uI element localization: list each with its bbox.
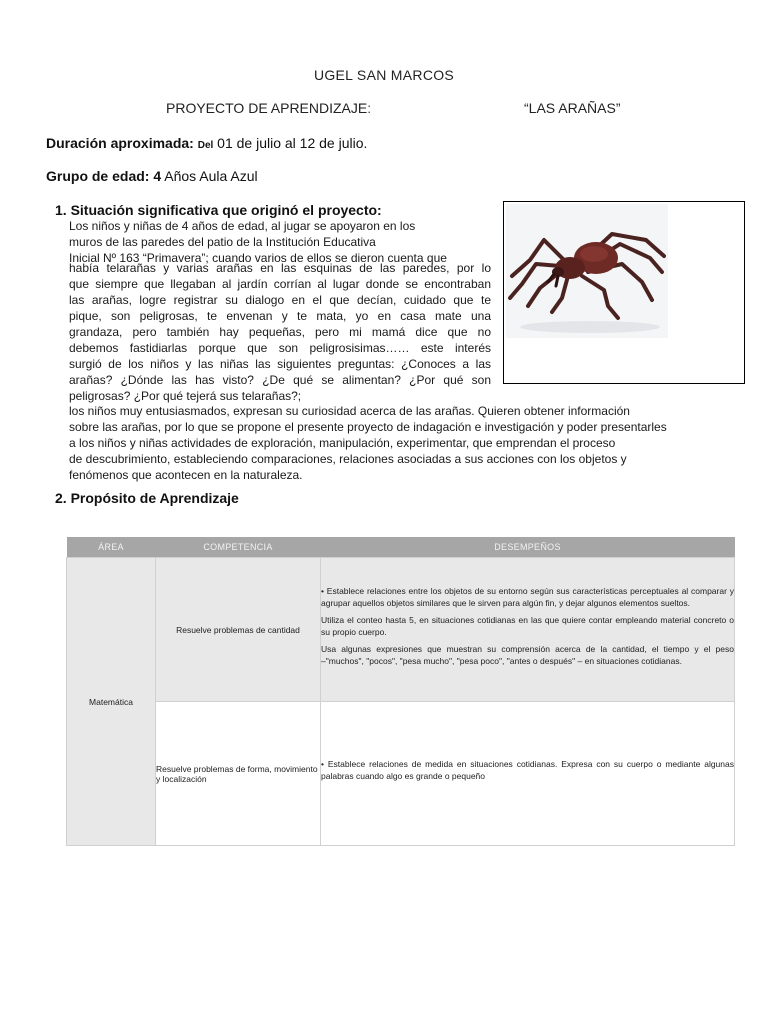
paragraph-line: surgió de los niños y las niñas las siguientes preguntas: ¿Conoces a las (69, 357, 491, 371)
situation-paragraph-rest (69, 403, 729, 483)
desempenos-cell (321, 558, 735, 702)
desempeno-item: • Establece relaciones de medida en situaciones cotidianas. Expresa con su cuerpo o mediante algunas palabras cuando algo es grande o pequeño (321, 759, 734, 781)
project-label-text: PROYECTO DE APRENDIZAJE (166, 100, 368, 116)
paragraph-line: Inicial Nº 163 “Primavera”; cuando varios de ellos se dieron cuenta que (69, 251, 447, 265)
paragraph-line: las arañas, logre registrar su dialogo en el que decían, cuidado que te (69, 293, 491, 307)
age-group-value: Años Aula Azul (161, 168, 258, 184)
spider-illustration (504, 202, 744, 383)
paragraph-line: pique, son peligrosas, te envenan y te mata, yo en casa mate una (69, 309, 491, 323)
learning-purpose-table (66, 537, 735, 846)
area-cell: Matemática (67, 558, 156, 846)
situation-paragraph-justified (69, 260, 491, 388)
duration-label: Duración aproximada: (46, 135, 194, 151)
situation-paragraph-top (69, 218, 479, 266)
desempenos-cell (321, 702, 735, 846)
paragraph-line: grandaza, pero también hay pequeñas, pero mi mamá dice que no (69, 325, 491, 339)
table-header-row (67, 537, 735, 558)
paragraph-line: Los niños y niñas de 4 años de edad, al jugar se apoyaron en los (69, 219, 416, 233)
paragraph-line: sobre las arañas, por lo que se propone el presente proyecto de indagación e investigación y poder presentarles (69, 420, 667, 434)
duration-del: Del (197, 140, 214, 151)
duration-value: 01 de julio al 12 de julio. (213, 135, 368, 151)
spider-photo-frame (503, 201, 745, 384)
competencia-cell: Resuelve problemas de forma, movimiento y localización (156, 702, 321, 846)
project-label (166, 100, 371, 116)
age-group-line (46, 168, 258, 184)
paragraph-line: que siempre que llegaban al jardín corrían al lugar donde se encontraban (69, 277, 491, 291)
paragraph-line: muros de las paredes del patio de la Institución Educativa (69, 235, 376, 249)
paragraph-line: de descubrimiento, estableciendo comparaciones, relaciones asociadas a sus acciones con los objetos y (69, 452, 627, 466)
paragraph-line: había telarañas y varias arañas en las esquinas de las paredes, por lo (69, 261, 491, 275)
header-area: ÁREA (67, 537, 156, 558)
header-ugel: UGEL SAN MARCOS (313, 67, 455, 83)
header-desempenos: DESEMPEÑOS (321, 537, 735, 558)
section1-title: 1. Situación significativa que originó el proyecto: (55, 202, 382, 218)
paragraph-line: fenómenos que acontecen en la naturaleza. (69, 468, 303, 482)
paragraph-line: peligrosas? ¿Por qué tejerá sus telarañas?; (69, 389, 302, 403)
section2-title: 2. Propósito de Aprendizaje (55, 490, 239, 506)
project-title: “LAS ARAÑAS” (524, 100, 621, 116)
header-competencia: COMPETENCIA (156, 537, 321, 558)
paragraph-line: arañas? ¿Dónde las has visto? ¿De qué se alimentan? ¿Por qué son (69, 373, 491, 387)
competencia-cell: Resuelve problemas de cantidad (156, 558, 321, 702)
paragraph-line: debemos fastidiarlas porque que son peligrosisimas…… este interés (69, 341, 491, 355)
paragraph-line: a los niños y niñas actividades de exploración, manipulación, experimentar, que emprendan el proceso (69, 436, 616, 450)
project-label-colon: : (367, 100, 372, 116)
desempeno-item: Utiliza el conteo hasta 5, en situaciones cotidianas en las que quiere contar empleando material concreto o su propio cuerpo. (321, 615, 734, 637)
desempeno-item: • Establece relaciones entre los objetos de su entorno según sus características perceptuales al comparar y agrupar aquellos objetos similares que le sirven para algún fin, y dejar algunos elementos sueltos. (321, 586, 734, 608)
paragraph-line: los niños muy entusiasmados, expresan su curiosidad acerca de las arañas. Quieren obtener información (69, 404, 630, 418)
table-row (67, 558, 735, 702)
desempeno-item: Usa algunas expresiones que muestran su comprensión acerca de la cantidad, el tiempo y el peso –"muchos", "pocos", "pesa mucho", "pesa poco", "antes o después" – en situaciones cotidianas. (321, 644, 734, 666)
age-group-label: Grupo de edad: 4 (46, 168, 162, 184)
duration-line (46, 135, 367, 151)
table-row (67, 702, 735, 846)
